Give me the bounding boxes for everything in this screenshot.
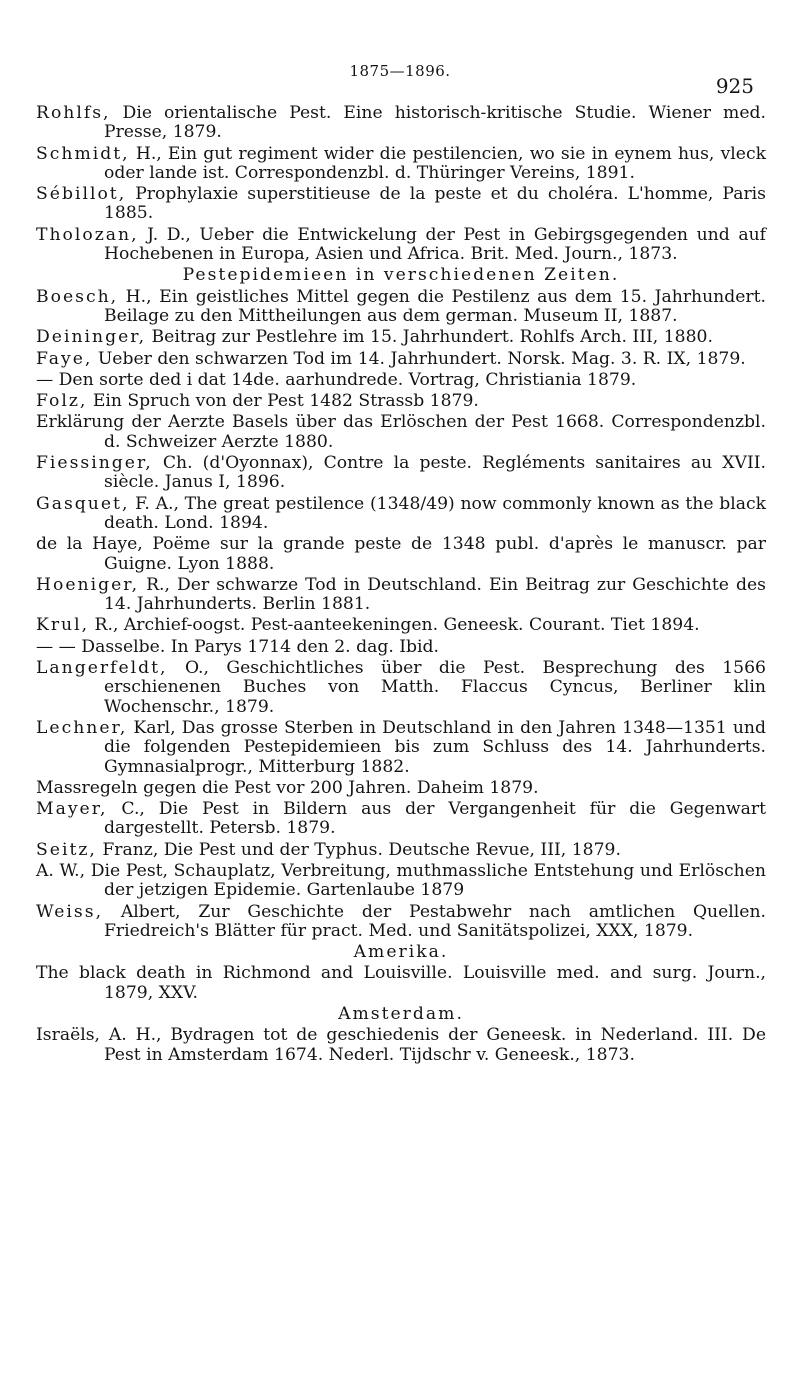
- bibliography-entry: [36, 535, 766, 574]
- bibliography-entry: [36, 288, 766, 327]
- entry-text: Massregeln gegen die Pest vor 200 Jahren. Daheim 1879.: [36, 777, 539, 798]
- entry-text: C., Die Pest in Bildern aus der Vergangenheit für die Gegenwart dargestellt. Petersb. 1879.: [104, 799, 766, 839]
- entry-author: —: [36, 369, 54, 390]
- bibliography-entry: [36, 903, 766, 942]
- entry-author: — —: [36, 636, 76, 657]
- entry-text: R., Der schwarze Tod in Deutschland. Ein Beitrag zur Geschichte des 14. Jahrhunderts. Berlin 1881.: [104, 574, 766, 615]
- entry-author: Boesch,: [36, 286, 119, 307]
- entry-text: R., Archief-oogst. Pest-aanteekeningen. Geneesk. Courant. Tiet 1894.: [89, 615, 700, 636]
- entry-author: Deininger,: [36, 327, 147, 348]
- entry-author: Tholozan,: [36, 224, 139, 245]
- bibliography-entry: [36, 719, 766, 777]
- bibliography-entry: [36, 145, 766, 184]
- bibliography-entry: [36, 964, 766, 1003]
- bibliography-entry: [36, 1026, 766, 1065]
- entry-text: Albert, Zur Geschichte der Pestabwehr nach amtlichen Quellen. Friedreich's Blätter für pract. Med. und Sanitätspolizei, XXX, 1879.: [103, 901, 766, 941]
- entry-text: The black death in Richmond and Louisville. Louisville med. and surg. Journ., 1879, XXV.: [36, 963, 766, 1003]
- bibliography-entry: [36, 185, 766, 224]
- section-heading: Amerika.: [353, 942, 449, 963]
- entry-author: Fiessinger,: [36, 453, 153, 474]
- entry-group: [36, 104, 766, 264]
- bibliography-entry: [36, 350, 766, 369]
- bibliography-entry: [36, 226, 766, 265]
- entry-text: Ueber den schwarzen Tod im 14. Jahrhundert. Norsk. Mag. 3. R. IX, 1879.: [92, 348, 746, 369]
- entry-author: Schmidt,: [36, 143, 130, 164]
- entry-text: H., Ein geistliches Mittel gegen die Pestilenz aus dem 15. Jahrhundert. Beilage zu den Mittheilungen aus dem german. Museum II, 1887.: [104, 286, 766, 326]
- bibliography-entry: [36, 413, 766, 452]
- entry-author: Seitz,: [36, 839, 97, 860]
- entry-text: de la Haye, Poëme sur la grande peste de 1348 publ. d'après le manuscr. par Guigne. Lyon 1888.: [36, 534, 766, 574]
- bibliography-entry: [36, 841, 766, 860]
- entry-author: Rohlfs,: [36, 103, 111, 123]
- entry-text: A. W., Die Pest, Schauplatz, Verbreitung, muthmassliche Entstehung und Erlöschen der jetzigen Epidemie. Gartenlaube 1879: [36, 860, 766, 901]
- entry-author: Sébillot,: [36, 184, 127, 205]
- entry-text: F. A., The great pestilence (1348/49) now commonly known as the black death. Lond. 1894.: [104, 493, 766, 533]
- entry-group: [36, 964, 766, 1003]
- bibliography-entry: [36, 862, 766, 901]
- entry-text: Karl, Das grosse Sterben in Deutschland in den Jahren 1348—1351 und die folgenden Pestepidemieen bis zum Schluss des 14. Jahrhunderts. Gymnasialprogr., Mitterburg 1882.: [104, 717, 766, 777]
- entry-text: Beitrag zur Pestlehre im 15. Jahrhundert. Rohlfs Arch. III, 1880.: [146, 327, 713, 348]
- bibliography-entry: [36, 495, 766, 534]
- entry-group: [36, 288, 766, 942]
- entry-text: J. D., Ueber die Entwickelung der Pest in Gebirgsgegenden und auf Hochebenen in Europa, Asien und Africa. Brit. Med. Journ., 1873.: [104, 224, 766, 265]
- bibliography-entry: [36, 779, 766, 798]
- entry-text: Prophylaxie superstitieuse de la peste et du choléra. L'homme, Paris 1885.: [104, 184, 766, 224]
- entry-text: O., Geschichtliches über die Pest. Besprechung des 1566 erschienenen Buches von Matth. Flaccus Cyncus, Berliner klin Wochenschr., 1879.: [104, 658, 766, 717]
- bibliography-entry: [36, 328, 766, 347]
- entry-author: Folz,: [36, 391, 88, 412]
- entry-author: Gasquet,: [36, 493, 130, 514]
- bibliography: [36, 104, 766, 1067]
- section-heading: Pestepidemieen in verschiedenen Zeiten.: [182, 265, 620, 286]
- bibliography-entry: [36, 616, 766, 635]
- entry-text: Die orientalische Pest. Eine historisch-kritische Studie. Wiener med. Presse, 1879.: [104, 103, 766, 143]
- bibliography-entry: [36, 392, 766, 411]
- bibliography-entry: [36, 800, 766, 839]
- bibliography-entry: [36, 659, 766, 717]
- entry-text: Franz, Die Pest und der Typhus. Deutsche Revue, III, 1879.: [96, 839, 621, 860]
- entry-author: Krul,: [36, 615, 90, 636]
- entry-author: Weiss,: [36, 901, 104, 922]
- entry-text: H., Ein gut regiment wider die pestilencien, wo sie in eynem hus, vleck oder lande ist. Correspondenzbl. d. Thüringer Vereins, 1891.: [104, 143, 766, 183]
- running-title: 1875—1896.: [349, 62, 451, 80]
- entry-text: Ein Spruch von der Pest 1482 Strassb 1879.: [87, 391, 479, 412]
- entry-author: Faye,: [36, 348, 93, 369]
- section-heading: Amsterdam.: [338, 1004, 464, 1025]
- entry-author: Mayer,: [36, 799, 108, 820]
- entry-group: [36, 1026, 766, 1065]
- entry-author: Hoeniger,: [36, 574, 140, 595]
- entry-text: Ch. (d'Oyonnax), Contre la peste. Regléments sanitaires au XVII. siècle. Janus I, 1896.: [104, 453, 766, 493]
- bibliography-entry: [36, 638, 766, 657]
- page-number: 925: [715, 74, 754, 98]
- bibliography-entry: [36, 454, 766, 493]
- entry-author: Lechner,: [36, 717, 128, 738]
- entry-text: Israëls, A. H., Bydragen tot de geschiedenis der Geneesk. in Nederland. III. De Pest in Amsterdam 1674. Nederl. Tijdschr v. Geneesk., 1873.: [36, 1025, 766, 1065]
- entry-text: Den sorte ded i dat 14de. aarhundrede. Vortrag, Christiania 1879.: [53, 369, 637, 390]
- entry-text: Erklärung der Aerzte Basels über das Erlöschen der Pest 1668. Correspondenzbl. d. Schweizer Aerzte 1880.: [36, 412, 766, 452]
- bibliography-entry: [36, 576, 766, 615]
- entry-author: Langerfeldt,: [36, 658, 168, 679]
- bibliography-entry: [36, 371, 766, 390]
- entry-text: Dasselbe. In Parys 1714 den 2. dag. Ibid.: [75, 636, 440, 657]
- bibliography-entry: [36, 104, 766, 143]
